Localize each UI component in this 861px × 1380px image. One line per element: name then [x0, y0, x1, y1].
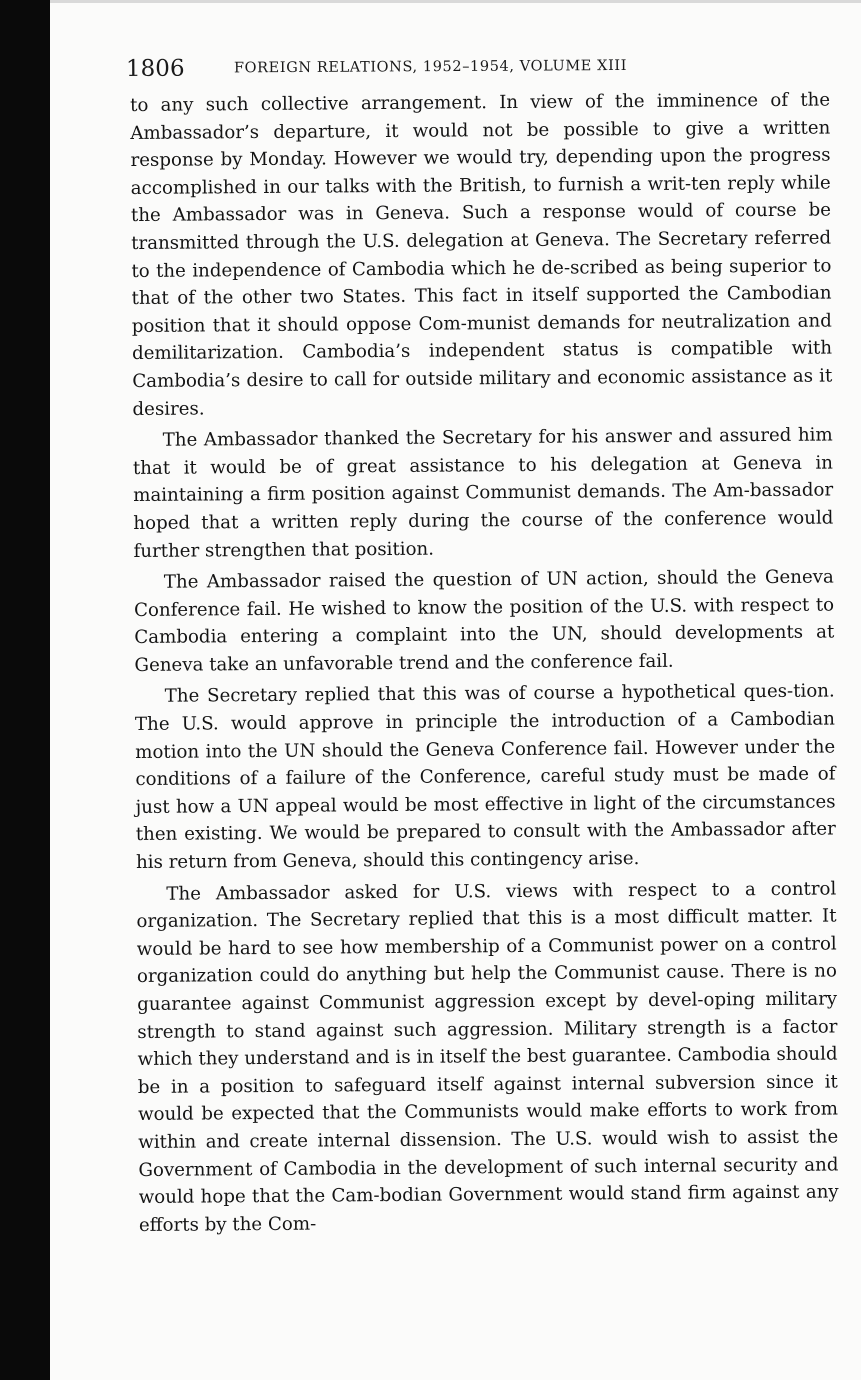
- page-number: 1806: [125, 55, 185, 82]
- paragraph-1: to any such collective arrangement. In view of the imminence of the Ambassador’s departure, it would not be possible to give a written response by Monday. However we would try, depending upon the progress accomplished in our talks with the British, to furnish a writ-ten reply while the Ambassador was in Geneva. Such a response would of course be transmitted through the U.S. delegation at Geneva. The Secretary referred to the independence of Cambodia which he de-scribed as being superior to that of the other two States. This fact in itself supported the Cambodian position that it should oppose Com-munist demands for neutralization and demilitarization. Cambodia’s independent status is compatible with Cambodia’s desire to call for outside military and economic assistance as it desires.: [130, 89, 833, 420]
- paragraph-4: The Secretary replied that this was of course a hypothetical ques-tion. The U.S. would approve in principle the introduction of a Cambodian motion into the UN should the Geneva Conference fail. However under the conditions of a failure of the Conference, careful study must be made of just how a UN appeal would be most effective in light of the circumstances then existing. We would be prepared to consult with the Ambassador after his return from Geneva, should this contingency arise.: [134, 680, 836, 874]
- scan-top-edge: [0, 0, 861, 3]
- scan-binding-shadow: [0, 0, 50, 1380]
- book-title: FOREIGN RELATIONS, 1952–1954, VOLUME XIII: [233, 57, 628, 77]
- paragraph-5: The Ambassador asked for U.S. views with respect to a control organization. The Secretary replied that this is a most difficult matter. It would be hard to see how membership of a Communist power on a control organization could do anything but help the Communist cause. There is no guarantee against Communist aggression except by devel-oping military strength to stand against such aggression. Military strength is a factor which they understand and is in itself the best guarantee. Cambodia should be in a position to safeguard itself against internal subversion since it would be expected that the Communists would make efforts to work from within and create internal dissension. The U.S. would wish to assist the Government of Cambodia in the development of such internal security and would hope that the Cam-bodian Government would stand firm against any efforts by the Com-: [136, 878, 839, 1236]
- paragraph-2: The Ambassador thanked the Secretary for his answer and assured him that it would be of great assistance to his delegation at Geneva in maintaining a firm position against Communist demands. The Am-bassador hoped that a written reply during the course of the conference would further strengthen that position.: [132, 424, 834, 562]
- paragraph-3: The Ambassador raised the question of UN action, should the Geneva Conference fail. He wished to know the position of the U.S. with respect to Cambodia entering a complaint into the UN, should developments at Geneva take an unfavorable trend and the conference fail.: [133, 566, 835, 676]
- running-head: [126, 48, 726, 86]
- body-text: [130, 87, 839, 1240]
